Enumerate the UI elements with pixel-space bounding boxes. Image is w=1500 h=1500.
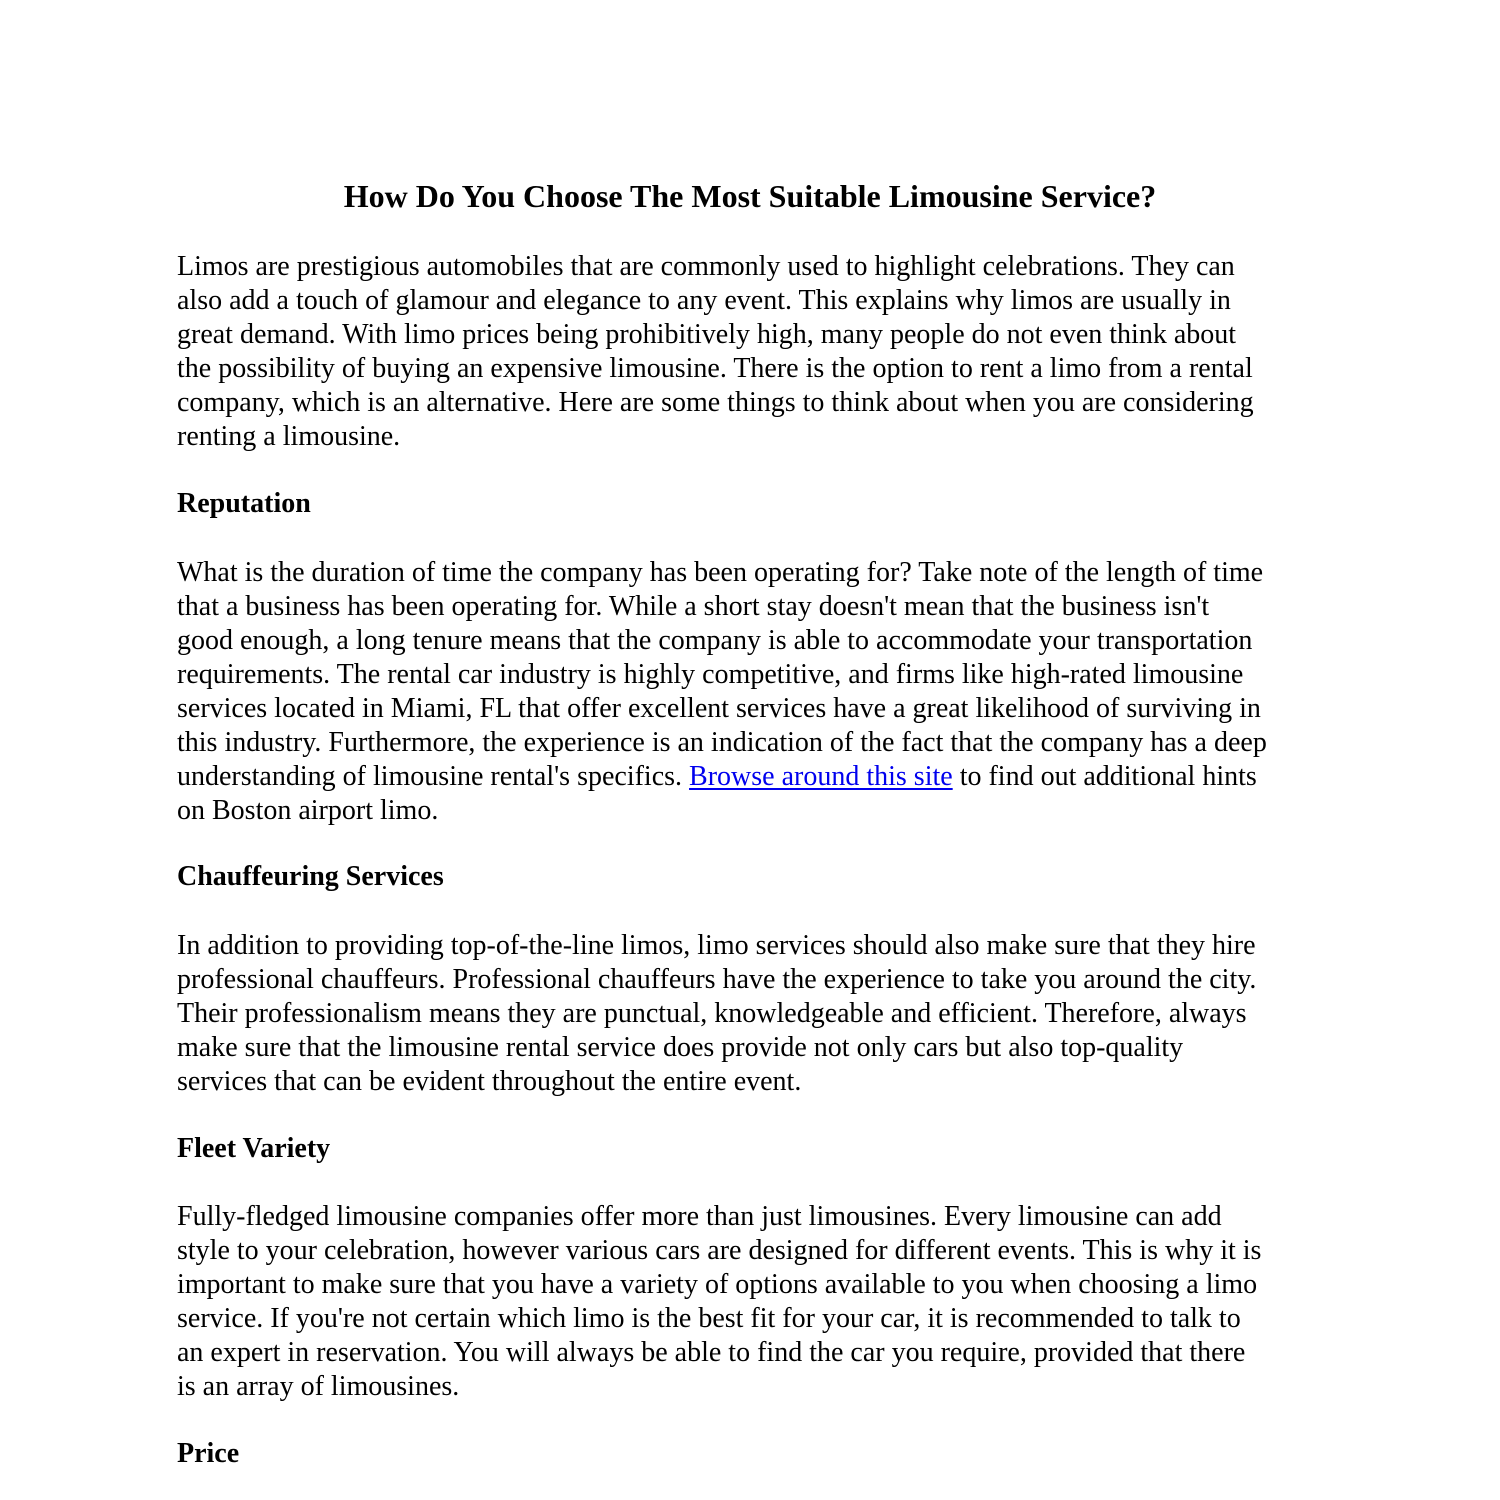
text-line: the possibility of buying an expensive limousine. There is the option to rent a limo from a rental: [177, 353, 1253, 384]
document-title: How Do You Choose The Most Suitable Limousine Service?: [343, 178, 1157, 214]
text-line: In addition to providing top-of-the-line limos, limo services should also make sure that they hire: [177, 930, 1256, 961]
text-line: Limos are prestigious automobiles that are commonly used to highlight celebrations. They can: [177, 251, 1235, 282]
section-heading-chauffeuring: Chauffeuring Services: [177, 861, 444, 892]
text-line: good enough, a long tenure means that the company is able to accommodate your transportation: [177, 625, 1253, 656]
text-line: services located in Miami, FL that offer excellent services have a great likelihood of surviving in: [177, 693, 1261, 724]
text-line: an expert in reservation. You will always be able to find the car you require, provided that there: [177, 1337, 1246, 1368]
text-line: Their professionalism means they are punctual, knowledgeable and efficient. Therefore, always: [177, 998, 1247, 1029]
text-line: Fully-fledged limousine companies offer more than just limousines. Every limousine can add: [177, 1201, 1222, 1232]
text-before-link: understanding of limousine rental's specifics.: [177, 761, 690, 792]
chauffeuring-paragraph: [177, 929, 1337, 1099]
text-line: great demand. With limo prices being prohibitively high, many people do not even think about: [177, 319, 1237, 350]
text-line: that a business has been operating for. While a short stay doesn't mean that the business isn't: [177, 591, 1210, 622]
text-line: company, which is an alternative. Here are some things to think about when you are considering: [177, 387, 1254, 418]
text-after-link: to find out additional hints: [952, 761, 1257, 792]
text-line: renting a limousine.: [177, 421, 401, 452]
text-line-with-link: [177, 760, 1337, 794]
text-line: also add a touch of glamour and elegance to any event. This explains why limos are usually in: [177, 285, 1231, 316]
text-line: is an array of limousines.: [177, 1371, 460, 1402]
text-line: make sure that the limousine rental service does provide not only cars but also top-quality: [177, 1032, 1184, 1063]
text-line: on Boston airport limo.: [177, 795, 439, 826]
section-heading-reputation: Reputation: [177, 488, 311, 519]
text-line: important to make sure that you have a variety of options available to you when choosing a limo: [177, 1269, 1258, 1300]
section-heading-fleet-variety: Fleet Variety: [177, 1133, 331, 1164]
text-line: style to your celebration, however various cars are designed for different events. This is why it is: [177, 1235, 1262, 1266]
text-line: services that can be evident throughout the entire event.: [177, 1066, 802, 1097]
text-line: professional chauffeurs. Professional chauffeurs have the experience to take you around the city.: [177, 964, 1257, 995]
intro-paragraph: [177, 250, 1337, 454]
text-line: What is the duration of time the company has been operating for? Take note of the length of time: [177, 557, 1264, 588]
browse-site-link[interactable]: Browse around this site: [689, 761, 953, 792]
text-line: this industry. Furthermore, the experience is an indication of the fact that the company has a deep: [177, 727, 1267, 758]
text-line: requirements. The rental car industry is highly competitive, and firms like high-rated limousine: [177, 659, 1244, 690]
section-heading-price: Price: [177, 1438, 240, 1469]
text-line: service. If you're not certain which limo is the best fit for your car, it is recommended to talk to: [177, 1303, 1241, 1334]
reputation-paragraph: [177, 556, 1337, 828]
fleet-variety-paragraph: [177, 1200, 1337, 1404]
